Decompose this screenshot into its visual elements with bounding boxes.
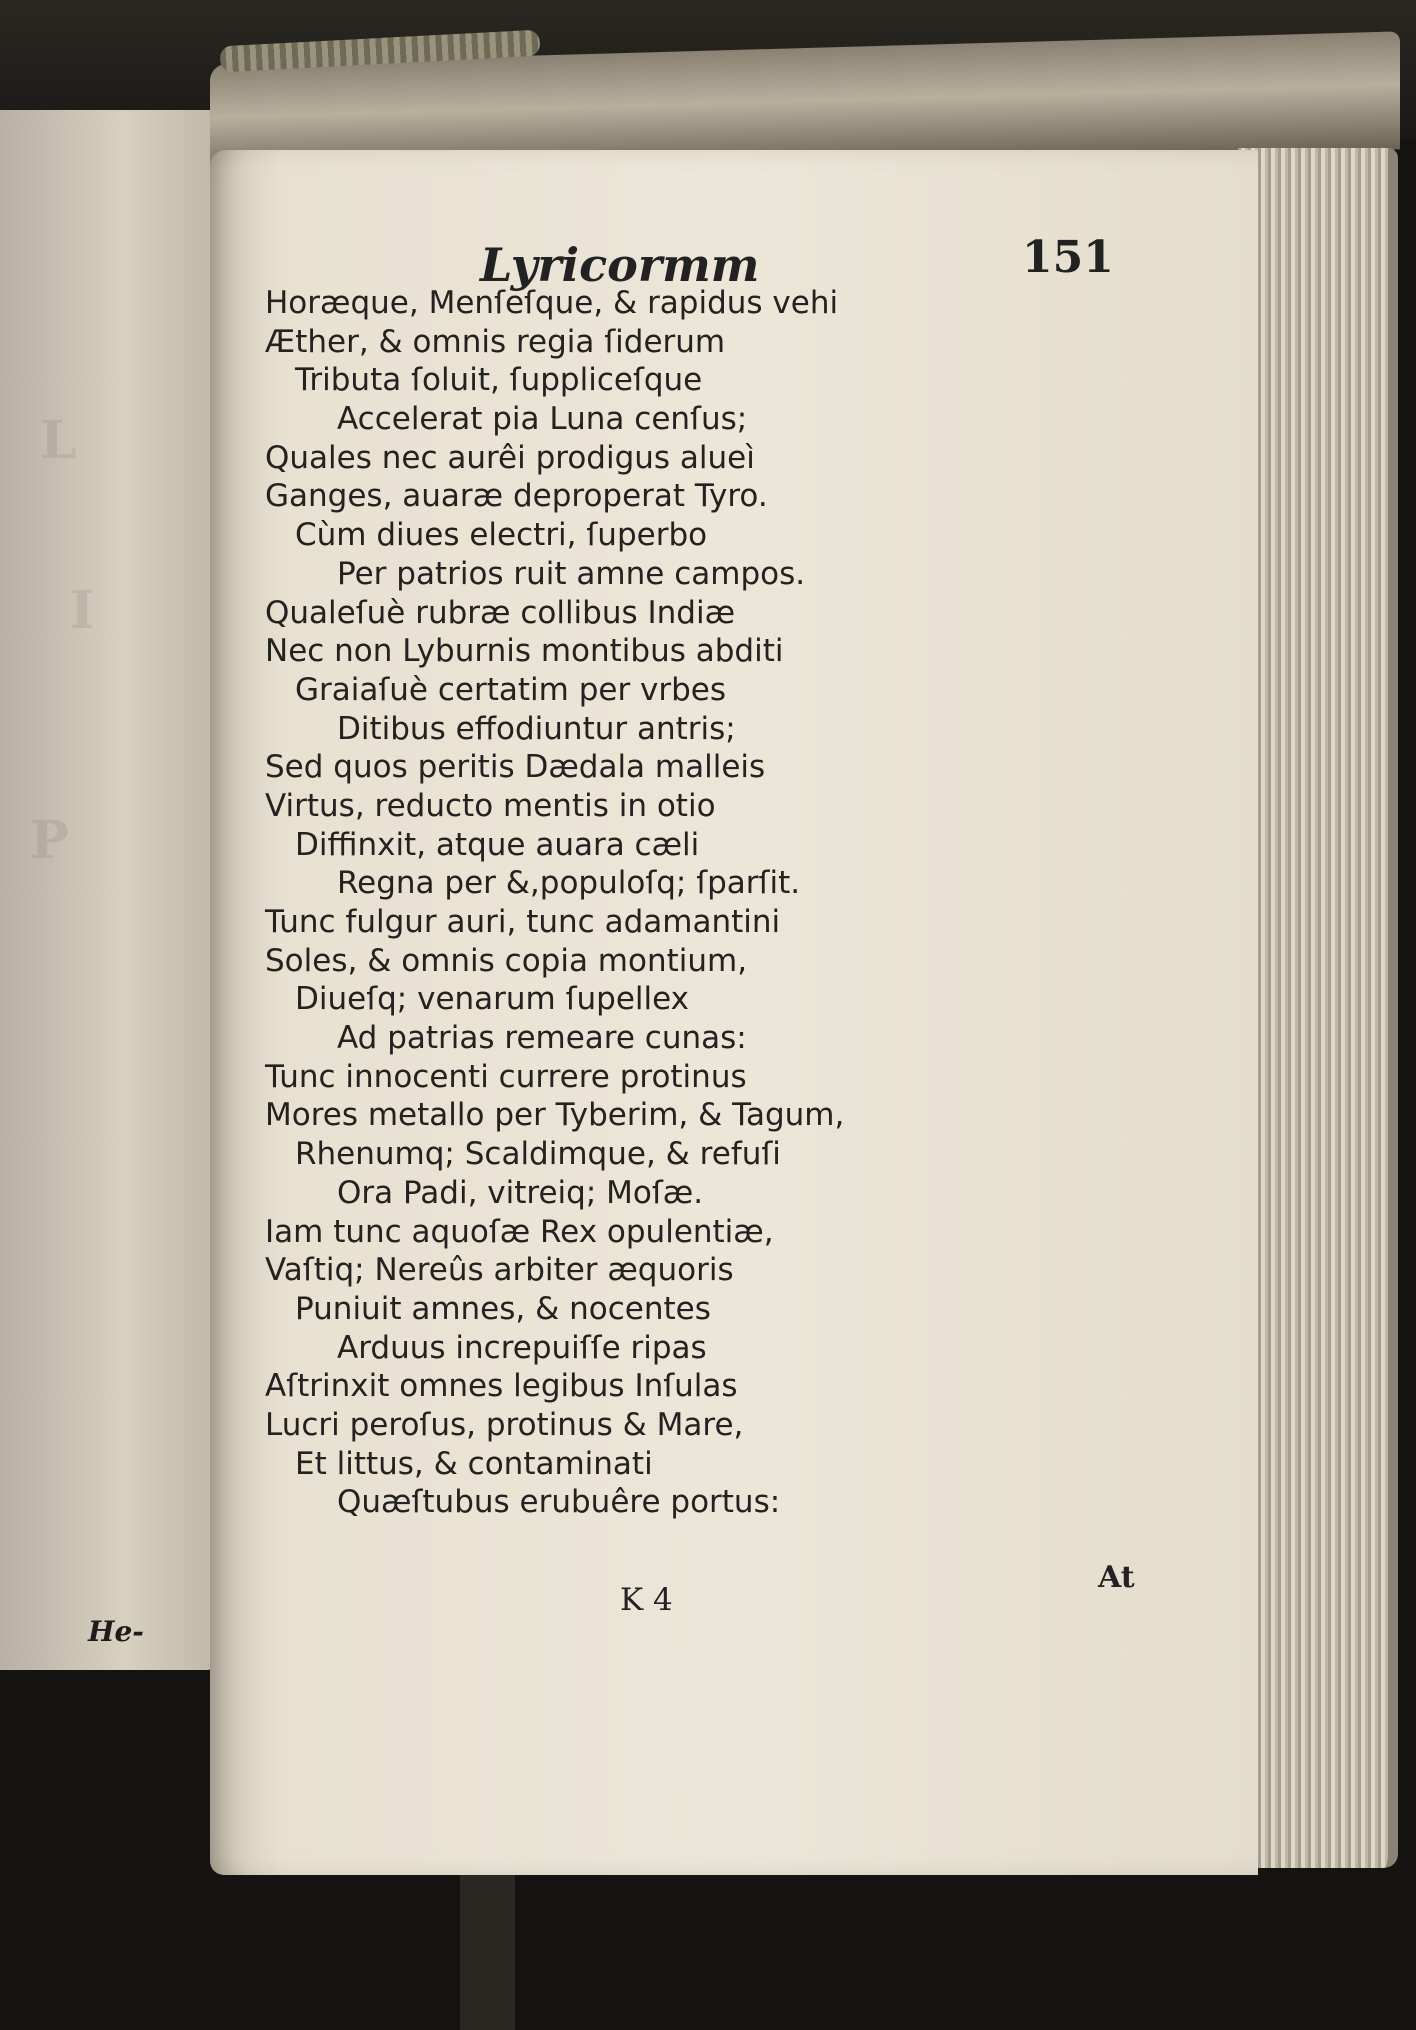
verse-line: Tributa ſoluit, ſuppliceſque [295,362,703,399]
fore-edge [1238,148,1398,1868]
verse-line: Horæque, Menſeſque, & rapidus vehi [265,285,839,321]
verse-line: Sed quos peritis Dædala malleis [265,749,766,786]
left-page-catchword: He- [88,1615,144,1648]
verse-line: Quales nec aurêi prodigus alueì [265,439,755,476]
verse-line: Regna per &,populoſq; ſparſit. [337,865,801,902]
signature-mark: K 4 [620,1582,673,1618]
verse-line: Nec non Lyburnis montibus abditi [265,633,784,670]
verse-line: Aſtrinxit omnes legibus Inſulas [265,1368,738,1405]
verse-line: Ditibus effodiuntur antris; [337,710,736,747]
verse-line: Qualeſuè rubræ collibus Indiæ [265,594,736,631]
verse-line: Puniuit amnes, & nocentes [295,1290,711,1327]
verse-line: Quæſtubus erubuêre portus: [337,1484,781,1521]
verse-line: Ad patrias remeare cunas: [337,1020,747,1057]
verse-line: Diueſq; venarum ſupellex [295,981,690,1018]
verse-line: Mores metallo per Tyberim, & Tagum, [265,1097,845,1134]
verse-line: Vaſtiq; Nereûs arbiter æquoris [265,1252,734,1289]
verse-line: Ganges, auaræ deproperat Tyro. [265,478,768,515]
verse-line: Tunc fulgur auri, tunc adamantini [265,904,781,940]
verse-line: Accelerat pia Luna cenſus; [337,401,748,438]
verse-line: Ora Padi, vitreiq; Moſæ. [337,1174,704,1211]
verse-line: Rhenumq; Scaldimque, & refuſi [295,1136,781,1173]
verse-line: Arduus increpuiſſe ripas [337,1329,707,1366]
catchword: At [1098,1560,1135,1595]
verse-line: Tunc innocenti currere protinus [265,1058,747,1095]
verse-line: Per patrios ruit amne campos. [337,555,806,592]
page-number: 151 [1022,232,1114,283]
verse-line: Graiaſuè certatim per vrbes [295,671,727,708]
verse-line: Et littus, & contaminati [295,1445,653,1482]
verse-line: Lucri peroſus, protinus & Mare, [265,1406,744,1443]
verse-line: Iam tunc aquoſæ Rex opulentiæ, [265,1213,774,1250]
running-title: Lyricormm [480,238,760,292]
verse-line: Diffinxit, atque auara cæli [295,826,700,863]
verse-line: Soles, & omnis copia montium, [265,942,748,979]
left-page: L I P [0,110,225,1670]
verse-line: Æther, & omnis regia ſiderum [265,323,726,360]
verse-line: Virtus, reducto mentis in otio [265,787,716,824]
verse-line: Cùm diues electri, ſuperbo [295,517,708,554]
verse-block [265,284,844,1522]
